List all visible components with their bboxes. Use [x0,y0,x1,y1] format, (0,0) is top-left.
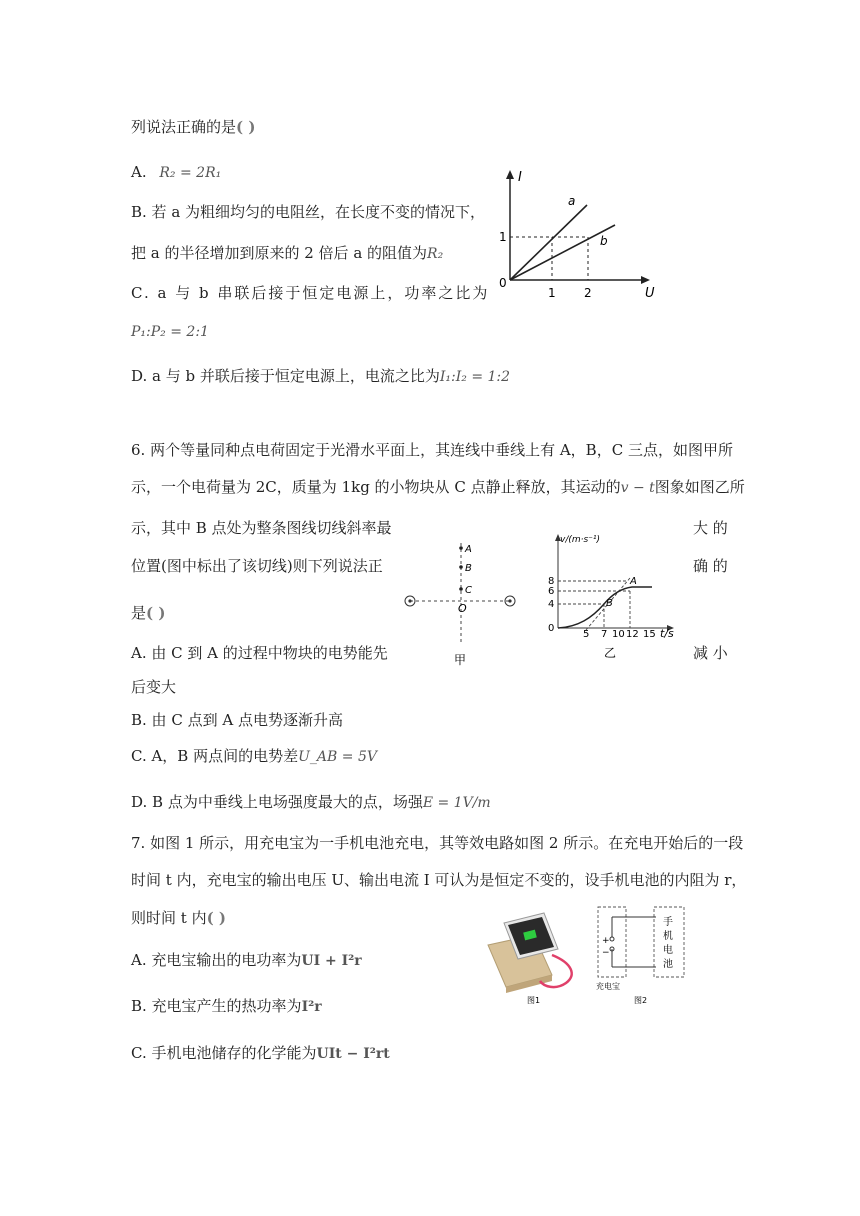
q5-graph-x-label: U [645,286,655,300]
q6-yi-curve [558,587,652,628]
q6-jia-point-b [459,565,463,569]
q6-jia-charge-right-dot [508,599,511,602]
q6-jia-charge-left-dot [408,599,411,602]
q6-yi-y-tick-0: 0 [548,623,555,634]
q6-line5-text: 是 [131,604,147,622]
q7-option-a [131,950,362,971]
q7-fig2-right-3: 电 [663,945,673,956]
q6-yi-y-tick-4: 4 [548,599,555,610]
q6-jia-label-o: O [458,602,467,615]
q5-intro: 列说法正确的是 [131,118,237,136]
q6-yi-point-a: A [630,576,637,587]
q6-yi-x-label: t/s [660,627,674,640]
q5-graph-x-tick-2: 2 [584,286,592,300]
q5-option-c-ratio: P₁:P₂ = 2:1 [131,324,209,340]
q5-option-d [131,366,510,387]
q7-fig2-right-4: 池 [663,959,673,970]
q5-graph-label-a: a [568,194,576,208]
q7-option-b-math: I²r [301,999,322,1015]
q7-option-b-text: B. 充电宝产生的热功率为 [131,997,302,1015]
q6-option-a-left: A. 由 C 到 A 的过程中物块的电势能先 [131,644,388,662]
q7-figure-2 [594,903,689,1013]
q7-line1: 7. 如图 1 所示，用充电宝为一手机电池充电，其等效电路如图 2 所示。在充电开始后的一段 [131,834,744,852]
q7-fig1-caption: 图1 [527,996,541,1005]
q7-fig2-plus: + [602,936,610,946]
q6-jia-label-c: C [465,585,472,596]
q6-yi-y-label: v/(m·s⁻¹) [560,535,601,545]
q7-fig2-caption: 图2 [634,996,648,1005]
q6-option-c [131,746,377,767]
q6-yi-point-b: B [606,598,613,609]
q7-option-c [131,1043,390,1064]
q7-line3 [131,908,226,928]
q5-answer-paren: ( ) [236,118,256,136]
q7-fig2-right-2: 机 [663,931,673,942]
q5-graph-y-arrow [506,170,514,179]
q6-option-d [131,792,491,813]
q5-option-a-label: A. [131,163,147,181]
q6-answer-paren: ( ) [146,604,166,622]
q5-option-b-line2 [131,243,443,264]
q5-option-b-math: R₂ [427,246,444,262]
q6-jia-label-a: A [465,544,472,555]
q7-option-a-math: UI + I²r [301,953,362,969]
q6-option-d-math: E = 1V/m [422,795,491,811]
q7-answer-paren: ( ) [206,909,226,927]
q5-option-a-math: R₂ = 2R₁ [159,165,222,181]
q5-option-d-math: I₁:I₂ = 1:2 [439,369,511,385]
q5-option-d-text: D. a 与 b 并联后接于恒定电源上，电流之比为 [131,367,440,385]
q6-line2-text: 示，一个电荷量为 2C，质量为 1kg 的小物块从 C 点静止释放，其运动的 [131,478,621,496]
q5-intro-line [131,117,255,137]
q6-jia-caption: 甲 [454,653,467,667]
q7-line2: 时间 t 内，充电宝的输出电压 U、输出电流 I 可认为是恒定不变的，设手机电池的内阻为 r， [131,871,747,889]
q6-yi-x-tick-5: 5 [583,629,590,640]
q6-line1: 6. 两个等量同种点电荷固定于光滑水平面上，其连线中垂线上有 A，B，C 三点，如图甲所 [131,441,733,459]
q5-iu-graph [495,165,665,300]
q7-option-a-text: A. 充电宝输出的电功率为 [131,951,302,969]
q6-yi-y-tick-6: 6 [548,586,555,597]
q6-figure-jia [400,540,525,670]
q6-line4-left: 位置(图中标出了该切线)则下列说法正 [131,557,383,575]
q7-fig2-minus: − [602,948,610,958]
q5-graph-y-label: I [518,170,522,185]
q7-fig2-terminal-plus [610,937,614,941]
q5-graph-y-tick: 1 [499,230,507,244]
q5-graph-x-tick-1: 1 [548,286,556,300]
q7-line3-text: 则时间 t 内 [131,909,207,927]
q6-line5 [131,603,165,623]
q6-option-c-text: C. A，B 两点间的电势差 [131,747,299,765]
q6-line2-end: 图象如图乙所 [654,478,745,496]
q5-graph-origin: 0 [499,276,507,290]
q7-option-c-text: C. 手机电池储存的化学能为 [131,1044,317,1062]
q5-option-b-text: 把 a 的半径增加到原来的 2 倍后 a 的阻值为 [131,244,428,262]
q5-graph-x-arrow [641,276,650,284]
q6-jia-label-b: B [465,563,472,574]
q6-yi-x-tick-12: 12 [626,629,639,640]
q6-option-a-right: 减 小 [693,644,728,662]
q7-figure-1 [482,905,592,1005]
q5-option-a [131,162,221,183]
q5-option-c-math [131,321,209,342]
q6-yi-y-tick-8: 8 [548,576,555,587]
q6-jia-point-c [459,587,463,591]
q6-yi-x-tick-7: 7 [601,629,608,640]
q6-option-a-cont: 后变大 [131,678,177,696]
q5-option-c-line1: C. a 与 b 串联后接于恒定电源上，功率之比为 [131,284,490,302]
q6-line2 [131,477,745,498]
q6-jia-point-a [459,546,463,550]
q6-yi-x-tick-10: 10 [612,629,625,640]
q6-line3-left: 示，其中 B 点处为整条图线切线斜率最 [131,519,392,537]
q6-yi-caption: 乙 [604,646,617,660]
q6-yi-x-tick-15: 15 [643,629,656,640]
q6-option-b: B. 由 C 点到 A 点电势逐渐升高 [131,711,343,729]
q6-option-d-text: D. B 点为中垂线上电场强度最大的点，场强 [131,793,423,811]
q7-fig2-left-label: 充电宝 [596,982,620,991]
q7-option-c-math: UIt − I²rt [316,1046,390,1062]
q5-option-b-line1: B. 若 a 为粗细均匀的电阻丝，在长度不变的情况下， [131,203,486,221]
q6-line2-math: v − t [620,480,655,496]
q5-line-a [510,205,587,280]
q7-fig2-right-1: 手 [663,917,673,928]
q6-figure-yi [540,530,685,675]
q5-graph-label-b: b [600,234,608,248]
q6-line3-right: 大 的 [693,519,728,537]
q6-line4-right: 确 的 [693,557,728,575]
q6-option-c-math: U_AB = 5V [298,749,377,765]
q7-option-b [131,996,322,1017]
